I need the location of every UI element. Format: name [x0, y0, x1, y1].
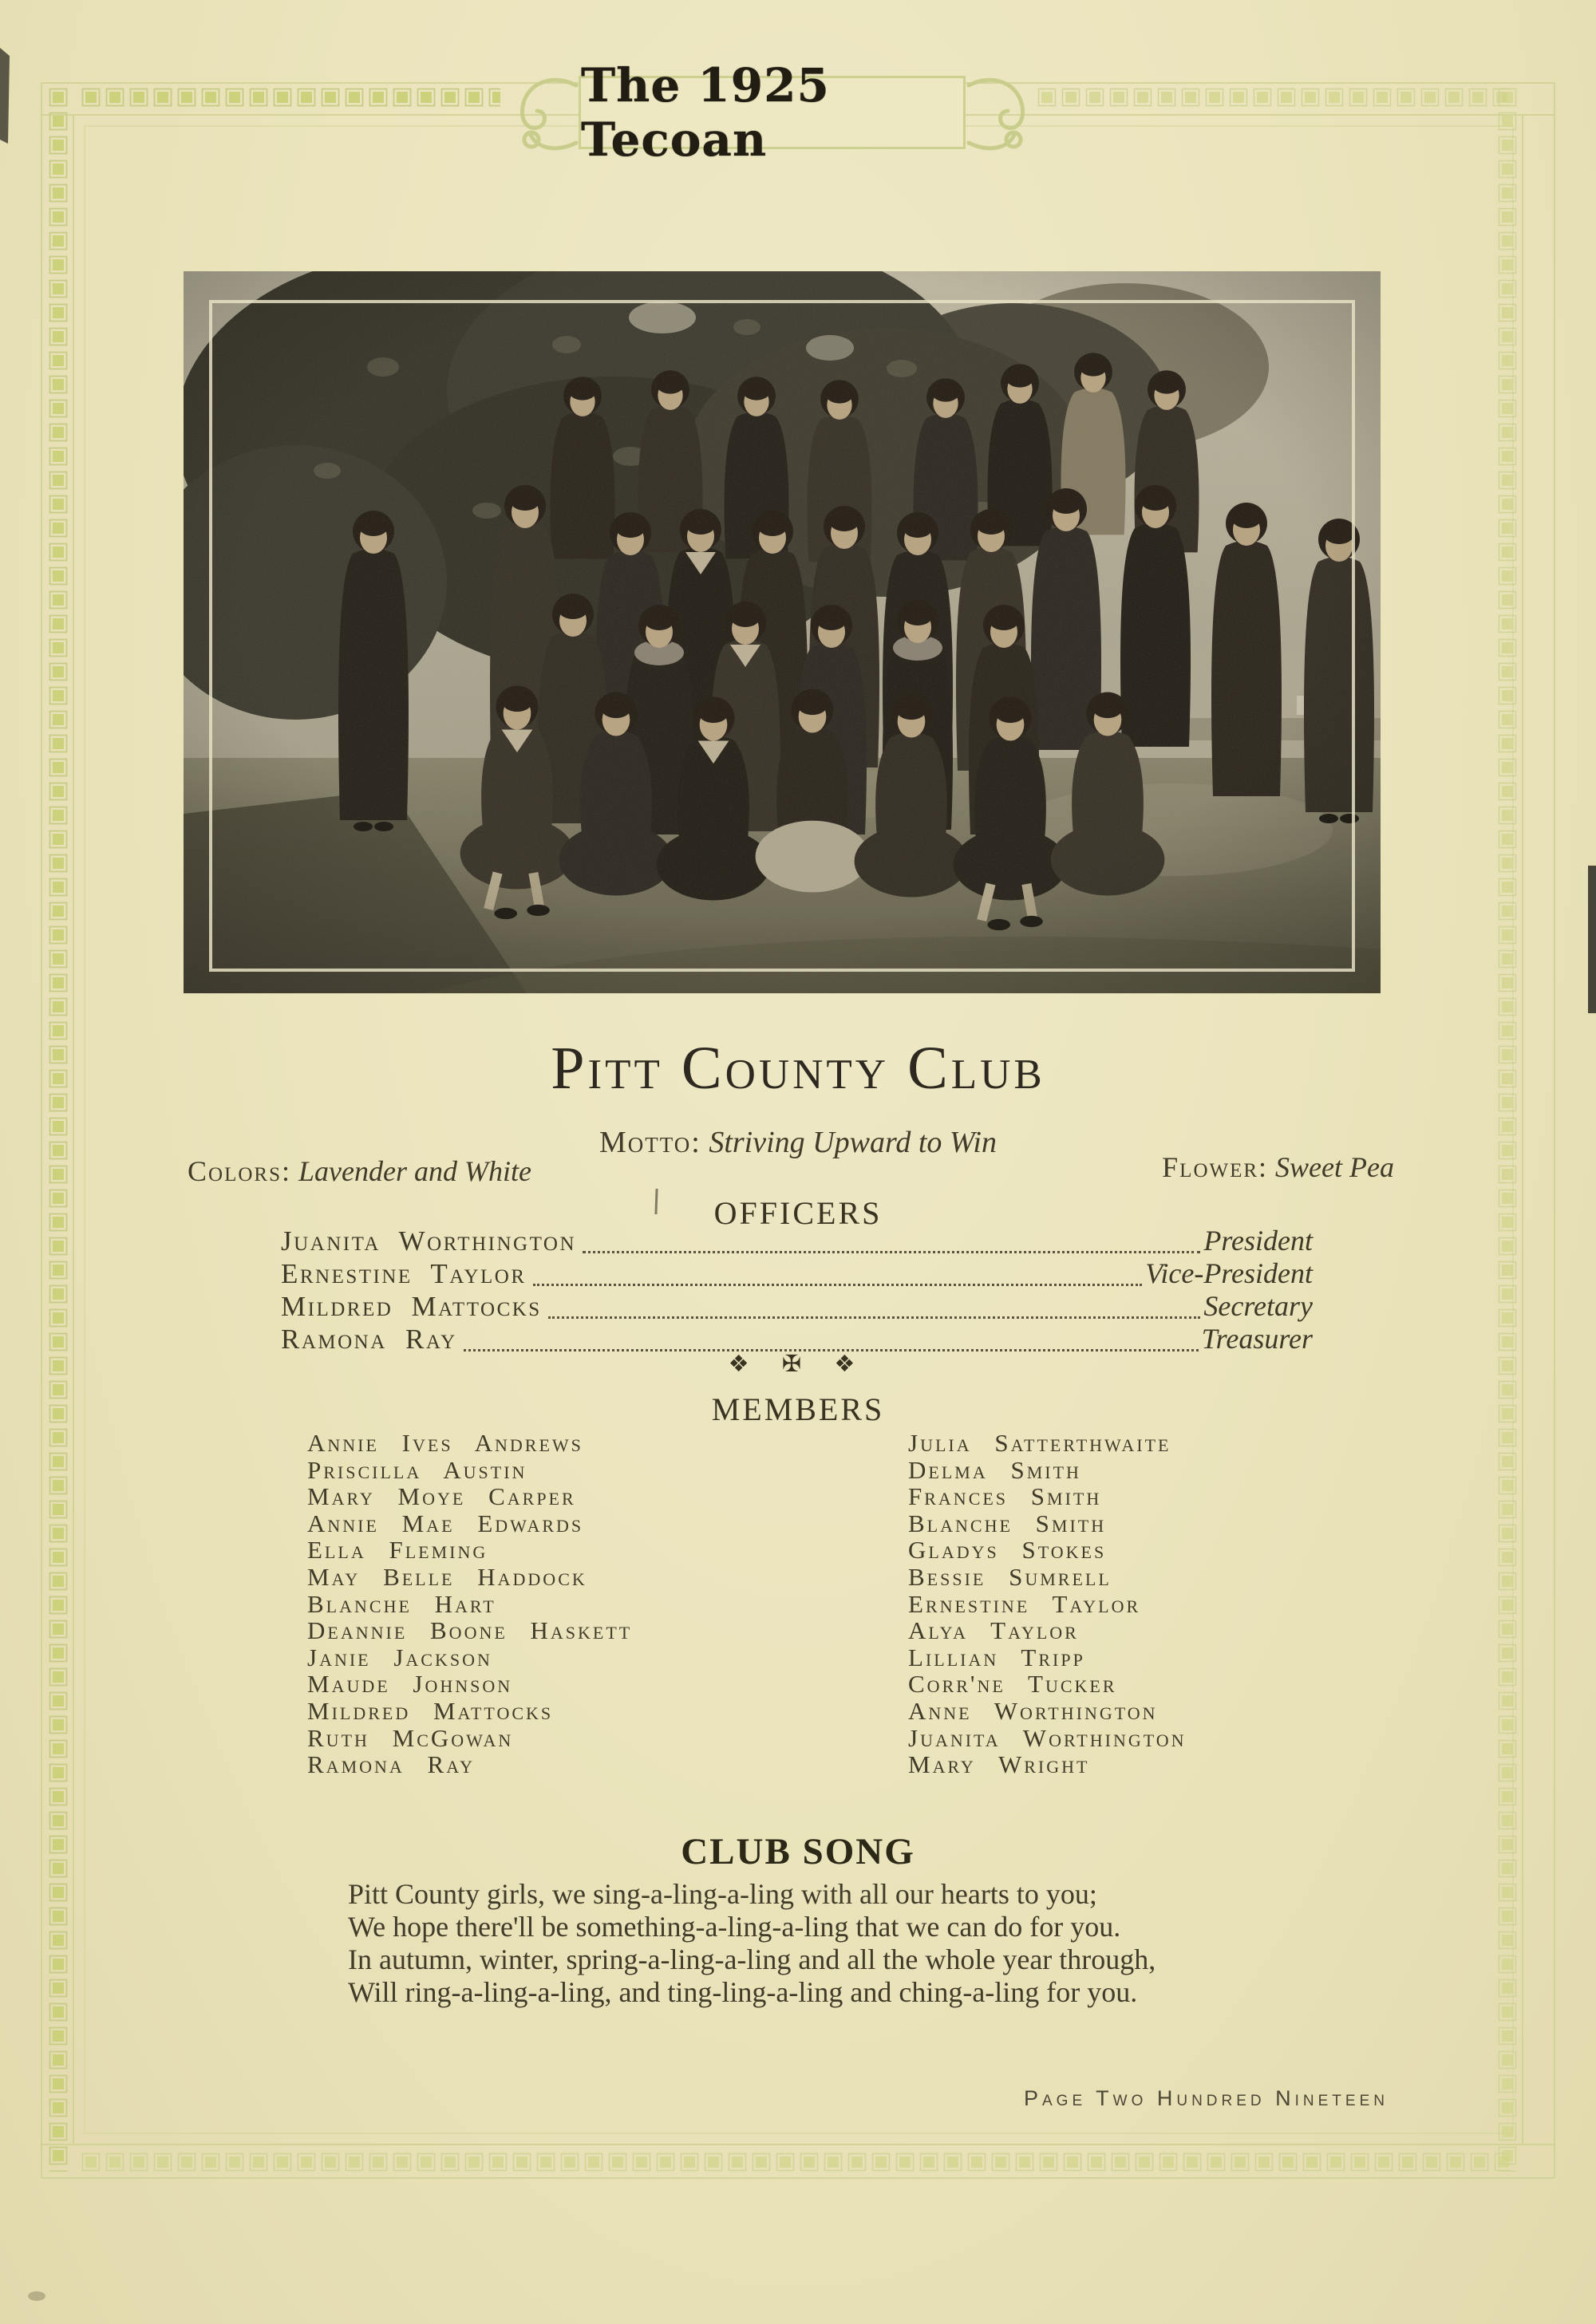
member-name: Gladys Stokes — [908, 1536, 1107, 1564]
member-name: Lillian Tripp — [908, 1643, 1085, 1671]
officer-name: Ramona Ray — [281, 1324, 457, 1355]
member-name: Maude Johnson — [307, 1670, 513, 1699]
member-name: Annie Ives Andrews — [307, 1429, 583, 1457]
song-line: We hope there'll be something-a-ling-a-ling that we can do for you. — [348, 1911, 1121, 1943]
flower-line — [1162, 1150, 1394, 1184]
member-name: Alya Taylor — [908, 1616, 1079, 1645]
officers-list — [281, 1225, 1313, 1355]
colors-line — [188, 1154, 531, 1188]
officer-title: President — [1203, 1225, 1313, 1257]
member-name: Deannie Boone Haskett — [307, 1616, 633, 1645]
members-column-left — [307, 1430, 632, 1778]
member-name: Julia Satterthwaite — [908, 1429, 1171, 1457]
officer-title: Secretary — [1203, 1290, 1313, 1322]
motto-label: Motto: — [598, 1126, 701, 1159]
song-line: In autumn, winter, spring-a-ling-a-ling and all the whole year through, — [348, 1943, 1156, 1975]
section-divider-ornament-icon: ❖ ✠ ❖ — [728, 1350, 868, 1377]
song-line: Will ring-a-ling-a-ling, and ting-ling-a-ling and ching-a-ling for you. — [348, 1976, 1138, 2008]
officer-name: Ernestine Taylor — [281, 1258, 527, 1289]
member-name: Mary Moye Carper — [307, 1482, 576, 1511]
colors-label: Colors: — [188, 1155, 291, 1187]
officer-name: Mildred Mattocks — [281, 1291, 542, 1322]
officers-heading: OFFICERS — [713, 1195, 883, 1231]
member-name: Mary Wright — [908, 1750, 1090, 1779]
member-name: Mildred Mattocks — [307, 1696, 554, 1725]
leader-dots — [583, 1229, 1200, 1253]
member-name: Blanche Smith — [908, 1509, 1107, 1537]
members-column-right — [908, 1430, 1187, 1778]
scroll-ornament-right-icon — [966, 76, 1045, 156]
member-name: Ruth McGowan — [307, 1723, 514, 1752]
officer-title: Treasurer — [1201, 1323, 1313, 1355]
song-line: Pitt County girls, we sing-a-ling-a-ling with all our hearts to you; — [348, 1878, 1097, 1910]
club-song-text — [348, 1878, 1321, 2009]
officer-name: Juanita Worthington — [281, 1225, 576, 1257]
page-title: Pitt County Club — [551, 1035, 1045, 1102]
header-banner — [579, 58, 966, 167]
member-name: Priscilla Austin — [307, 1455, 527, 1484]
member-name: Anne Worthington — [908, 1696, 1158, 1725]
member-name: Ella Fleming — [307, 1536, 488, 1564]
scroll-ornament-left-icon — [500, 76, 579, 156]
member-name: Blanche Hart — [307, 1589, 496, 1618]
officer-row — [281, 1225, 1313, 1257]
leader-dots — [548, 1295, 1201, 1319]
member-name: May Belle Haddock — [307, 1562, 587, 1591]
flower-value: Sweet Pea — [1275, 1151, 1394, 1183]
officer-row — [281, 1290, 1313, 1323]
leader-dots — [464, 1328, 1199, 1351]
leader-dots — [533, 1262, 1143, 1286]
club-song-heading: CLUB SONG — [681, 1831, 915, 1872]
officer-row — [281, 1257, 1313, 1290]
member-name: Delma Smith — [908, 1455, 1081, 1484]
member-name: Ernestine Taylor — [908, 1589, 1141, 1618]
motto-value: Striving Upward to Win — [709, 1126, 997, 1159]
member-name: Bessie Sumrell — [908, 1562, 1112, 1591]
members-heading: MEMBERS — [711, 1391, 885, 1427]
colors-value: Lavender and White — [298, 1155, 531, 1187]
member-name: Annie Mae Edwards — [307, 1509, 584, 1537]
scan-artifact — [0, 48, 10, 144]
member-name: Janie Jackson — [307, 1643, 492, 1671]
flower-label: Flower: — [1162, 1151, 1269, 1183]
member-name: Ramona Ray — [307, 1750, 475, 1779]
page-number: Page Two Hundred Nineteen — [1024, 2086, 1389, 2110]
club-group-photo — [184, 271, 1381, 993]
yearbook-title: The 1925 Tecoan — [581, 58, 830, 167]
officer-title: Vice-President — [1145, 1257, 1313, 1289]
member-name: Corr'ne Tucker — [908, 1670, 1117, 1699]
member-name: Juanita Worthington — [908, 1723, 1187, 1752]
member-name: Frances Smith — [908, 1482, 1102, 1511]
